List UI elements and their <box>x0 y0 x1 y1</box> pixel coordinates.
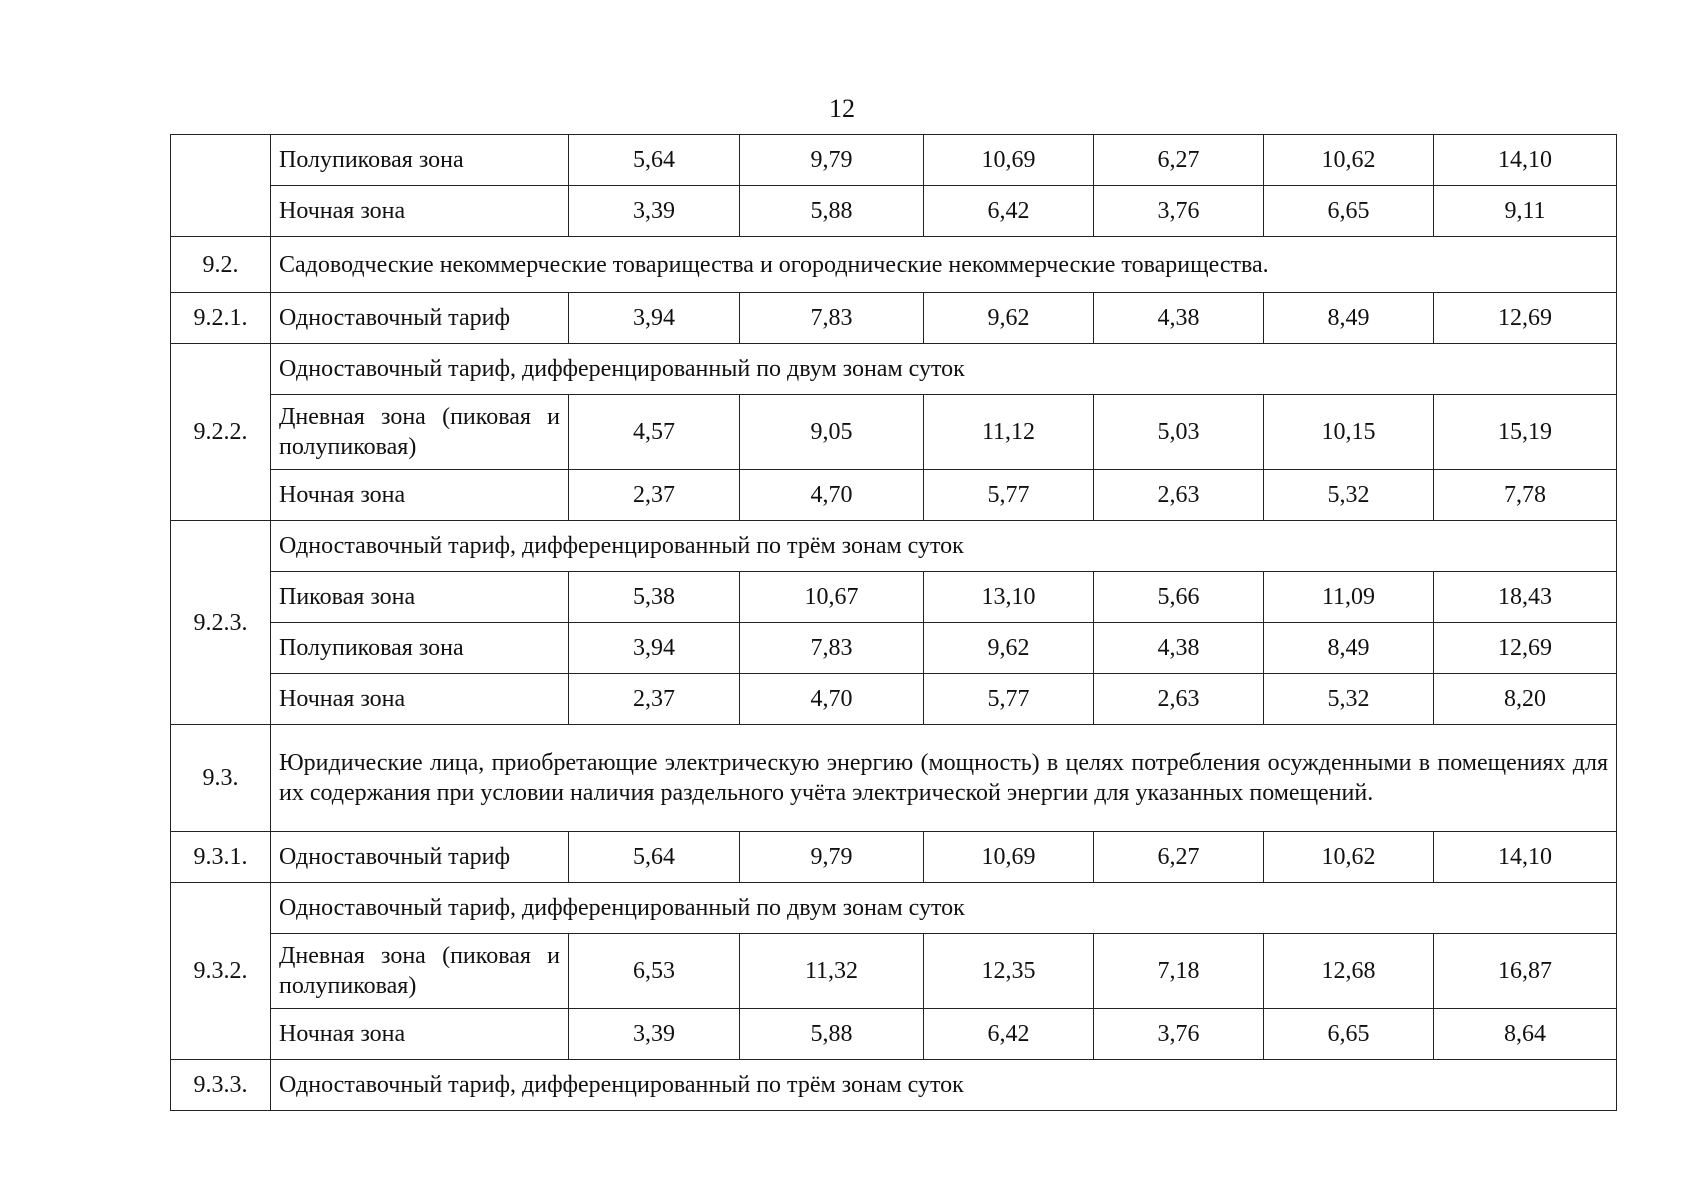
table-row <box>171 674 1617 725</box>
value-cell: 14,10 <box>1434 832 1617 883</box>
value-cell: 4,70 <box>740 674 924 725</box>
value-cell: 11,12 <box>924 395 1094 470</box>
row-label: Полупиковая зона <box>271 623 569 674</box>
value-cell: 8,20 <box>1434 674 1617 725</box>
row-label: Дневная зона (пиковая и полупиковая) <box>271 395 569 470</box>
row-label: Одноставочный тариф <box>271 293 569 344</box>
value-cell: 10,69 <box>924 832 1094 883</box>
item-code: 9.3. <box>171 725 271 832</box>
value-cell: 12,68 <box>1264 934 1434 1009</box>
value-cell: 9,05 <box>740 395 924 470</box>
value-cell: 8,49 <box>1264 623 1434 674</box>
item-code: 9.2.2. <box>171 344 271 521</box>
table-row <box>171 395 1617 470</box>
value-cell: 12,35 <box>924 934 1094 1009</box>
table-row <box>171 623 1617 674</box>
subsection-row <box>171 883 1617 934</box>
value-cell: 3,76 <box>1094 1009 1264 1060</box>
value-cell: 18,43 <box>1434 572 1617 623</box>
value-cell: 13,10 <box>924 572 1094 623</box>
value-cell: 6,27 <box>1094 135 1264 186</box>
value-cell: 7,78 <box>1434 470 1617 521</box>
value-cell: 5,77 <box>924 674 1094 725</box>
value-cell: 5,38 <box>569 572 740 623</box>
value-cell: 5,77 <box>924 470 1094 521</box>
table-row <box>171 186 1617 237</box>
table-row <box>171 1009 1617 1060</box>
value-cell: 5,88 <box>740 1009 924 1060</box>
value-cell: 10,15 <box>1264 395 1434 470</box>
value-cell: 9,79 <box>740 832 924 883</box>
value-cell: 5,88 <box>740 186 924 237</box>
table-row <box>171 934 1617 1009</box>
table-row <box>171 572 1617 623</box>
section-title: Садоводческие некоммерческие товарищества и огороднические некоммерческие товарищества. <box>271 237 1617 293</box>
value-cell: 3,76 <box>1094 186 1264 237</box>
subsection-row <box>171 1060 1617 1111</box>
value-cell: 10,62 <box>1264 832 1434 883</box>
value-cell: 16,87 <box>1434 934 1617 1009</box>
row-label: Пиковая зона <box>271 572 569 623</box>
table-row <box>171 470 1617 521</box>
value-cell: 3,39 <box>569 186 740 237</box>
value-cell: 7,83 <box>740 293 924 344</box>
value-cell: 9,62 <box>924 623 1094 674</box>
value-cell: 2,37 <box>569 470 740 521</box>
item-code: 9.3.1. <box>171 832 271 883</box>
value-cell: 5,32 <box>1264 470 1434 521</box>
table-row <box>171 293 1617 344</box>
row-label: Ночная зона <box>271 470 569 521</box>
section-title: Юридические лица, приобретающие электрическую энергию (мощность) в целях потребления осужденными в помещениях для их содержания при условии наличия раздельного учёта электрической энергии для указанных помещений. <box>271 725 1617 832</box>
item-code: 9.3.3. <box>171 1060 271 1111</box>
table-row <box>171 832 1617 883</box>
value-cell: 14,10 <box>1434 135 1617 186</box>
value-cell: 12,69 <box>1434 293 1617 344</box>
value-cell: 4,57 <box>569 395 740 470</box>
value-cell: 3,39 <box>569 1009 740 1060</box>
value-cell: 10,62 <box>1264 135 1434 186</box>
tariff-table <box>170 134 1617 1111</box>
item-code-empty <box>171 135 271 237</box>
value-cell: 4,70 <box>740 470 924 521</box>
subsection-title: Одноставочный тариф, дифференцированный по трём зонам суток <box>271 521 1617 572</box>
subsection-title: Одноставочный тариф, дифференцированный по двум зонам суток <box>271 883 1617 934</box>
section-row <box>171 725 1617 832</box>
value-cell: 5,03 <box>1094 395 1264 470</box>
value-cell: 7,83 <box>740 623 924 674</box>
value-cell: 6,27 <box>1094 832 1264 883</box>
page-number: 12 <box>829 94 855 123</box>
value-cell: 7,18 <box>1094 934 1264 1009</box>
value-cell: 15,19 <box>1434 395 1617 470</box>
value-cell: 9,62 <box>924 293 1094 344</box>
value-cell: 8,49 <box>1264 293 1434 344</box>
value-cell: 6,42 <box>924 1009 1094 1060</box>
value-cell: 6,65 <box>1264 186 1434 237</box>
value-cell: 11,32 <box>740 934 924 1009</box>
value-cell: 5,32 <box>1264 674 1434 725</box>
item-code: 9.3.2. <box>171 883 271 1060</box>
value-cell: 9,79 <box>740 135 924 186</box>
value-cell: 8,64 <box>1434 1009 1617 1060</box>
value-cell: 10,69 <box>924 135 1094 186</box>
subsection-row <box>171 344 1617 395</box>
row-label: Ночная зона <box>271 674 569 725</box>
subsection-title: Одноставочный тариф, дифференцированный по трём зонам суток <box>271 1060 1617 1111</box>
value-cell: 2,63 <box>1094 470 1264 521</box>
row-label: Полупиковая зона <box>271 135 569 186</box>
value-cell: 10,67 <box>740 572 924 623</box>
value-cell: 4,38 <box>1094 293 1264 344</box>
value-cell: 2,37 <box>569 674 740 725</box>
value-cell: 12,69 <box>1434 623 1617 674</box>
value-cell: 5,64 <box>569 832 740 883</box>
value-cell: 5,64 <box>569 135 740 186</box>
item-code: 9.2.1. <box>171 293 271 344</box>
subsection-row <box>171 521 1617 572</box>
subsection-title: Одноставочный тариф, дифференцированный по двум зонам суток <box>271 344 1617 395</box>
value-cell: 6,42 <box>924 186 1094 237</box>
value-cell: 11,09 <box>1264 572 1434 623</box>
value-cell: 6,53 <box>569 934 740 1009</box>
value-cell: 5,66 <box>1094 572 1264 623</box>
value-cell: 2,63 <box>1094 674 1264 725</box>
row-label: Дневная зона (пиковая и полупиковая) <box>271 934 569 1009</box>
value-cell: 3,94 <box>569 623 740 674</box>
value-cell: 9,11 <box>1434 186 1617 237</box>
row-label: Одноставочный тариф <box>271 832 569 883</box>
value-cell: 4,38 <box>1094 623 1264 674</box>
value-cell: 6,65 <box>1264 1009 1434 1060</box>
item-code: 9.2. <box>171 237 271 293</box>
value-cell: 3,94 <box>569 293 740 344</box>
item-code: 9.2.3. <box>171 521 271 725</box>
row-label: Ночная зона <box>271 1009 569 1060</box>
row-label: Ночная зона <box>271 186 569 237</box>
table-row <box>171 135 1617 186</box>
section-row <box>171 237 1617 293</box>
